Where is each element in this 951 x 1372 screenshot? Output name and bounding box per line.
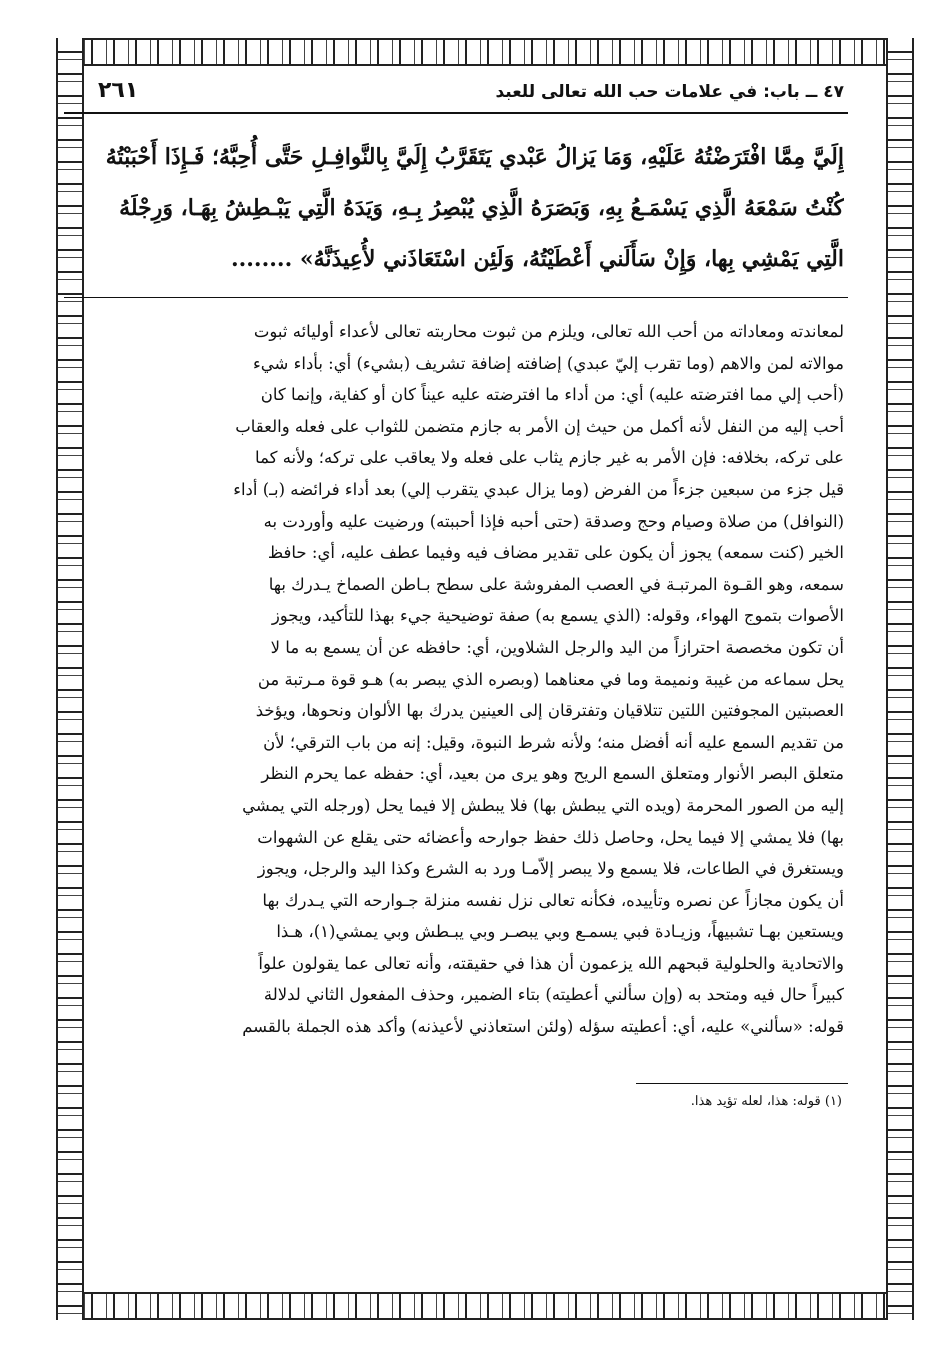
commentary-line: يحل سماعه من غيبة ونميمة وما في معناهما (وبصره الذي يبصر به) هـو قوة مـرتبة من	[257, 669, 844, 689]
hadith-line: الَّتِي يَمْشِي بِها، وَإِنْ سَأَلَني أَعْطَيْتُهُ، وَلَئِن اسْتَعَاذَني لأُعِيذَنَّهُ» ........	[230, 246, 844, 272]
page-content	[64, 76, 848, 1112]
commentary-line: سمعه، وهو القـوة المرتبـة في العصب المفروشة على سطح بـاطن الصماخ يـدرك بها	[268, 574, 844, 594]
commentary-line: قيل جزء من سبعين جزءاً من الفرض (وما يزال عبدي يتقرب إلي) بعد أداء فرائضه (بـ) أداء	[233, 479, 844, 499]
commentary-line: موالاته لمن والاهم (وما تقرب إليّ عبدي) إضافته إضافة تشريف (بشيء) أي: بأداء شيء	[253, 353, 844, 373]
commentary-line: لمعاندته ومعاداته من أحب الله تعالى، ويلزم من ثبوت محاربته تعالى لأعداء أوليائه ثبوت	[253, 322, 844, 341]
commentary-line: قوله: «سألني» عليه، أي: أعطيته سؤله (ولئن استعاذني لأعيذنه) وأكد هذه الجملة بالقسم	[242, 1017, 844, 1037]
commentary-line: أن تكون مخصصة احترازاً من اليد والرجل الشلاوين، أي: حافظه عن أن يسمع به ما لا	[270, 637, 844, 657]
commentary-line: (النوافل) من صلاة وصيام وحج وصدقة (حتى أحبه فإذا أحببته) ورضيت عليه وأوردت به	[263, 511, 844, 531]
ornamental-border-right	[886, 38, 914, 1320]
commentary-line: الأصوات بتموج الهواء، وقوله: (الذي يسمع به) صفة توضيحية جيء بهذا للتأكيد، ويجوز	[271, 606, 844, 626]
commentary-line: أحب إليه من النفل لأنه أكمل من حيث إن الأمر به جازم متضمن للثواب على فعله والعقاب	[235, 416, 844, 436]
ornamental-border-bottom	[56, 1292, 914, 1320]
chapter-title: ٤٧ ــ باب: في علامات حب الله تعالى للعبد	[495, 82, 844, 102]
commentary-line: بها) فلا يمشي إلا فيما يحل، وحاصل ذلك حفظ جوارحه وأعضائه حتى يقلع عن الشهوات	[257, 827, 844, 847]
commentary-line: والاتحادية والحلولية قبحهم الله يزعمون أن هذا في حقيقته، وأنه تعالى عما يقولون علواً	[258, 953, 844, 973]
commentary-line: ويستغرق في الطاعات، فلا يسمع ولا يبصر إلاّمـا ورد به الشرع وكذا اليد والرجل، ويجوز	[257, 859, 844, 879]
hadith-line: كُنْتُ سَمْعَهُ الَّذِي يَسْمَـعُ بِهِ، وَبَصَرَهُ الَّذِي يُبْصِرُ بِـهِ، وَيَدَهُ الَّتِي يَبْـطِشُ بِهَـا، وَرِجْلَهُ	[119, 195, 844, 221]
commentary-line: الخير (كنت سمعه) يجوز أن يكون على تقدير مضاف فيه وفيما عطف عليه، أي: حافظ	[267, 543, 844, 563]
commentary-line: ويستعين بهـا تشبيهاً، وزيـادة فبي يسمـع وبي يبصـر وبي يبـطش وبي يمشي(١)، هـذا	[276, 922, 844, 942]
ornamental-border-top	[56, 38, 914, 66]
running-header	[64, 76, 848, 114]
commentary-line: العصبتين المجوفتين اللتين تتلاقيان وتفترقان إلى العينين يدرك بها الألوان ونحوها، ويؤخذ	[255, 701, 844, 721]
footnote: (١) قوله: هذا، لعله تؤيد هذا.	[690, 1093, 842, 1109]
commentary-text	[64, 316, 848, 1043]
commentary-line: إليه من الصور المحرمة (ويده التي يبطش بها) فلا يبطش إلا فيما يحل (ورجله التي يمشي	[242, 795, 844, 815]
commentary-line: كبيراً حال فيه ومتحد به (وإن سألني أعطيته) بتاء الضمير، وحذف المفعول الثاني لدلالة	[263, 985, 844, 1005]
section-divider	[64, 297, 848, 298]
commentary-line: متعلق البصر الأنوار ومتعلق السمع الريح وهو يرى من بعيد، أي: حفظه عما يحرم النظر	[261, 764, 844, 784]
commentary-line: على تركه، بخلافه: فإن الأمر به غير جازم يثاب على فعله ولا يعاقب على تركه؛ ولأنه كما	[255, 448, 844, 468]
commentary-line: أن يكون مجازاً عن نصره وتأييده، فكأنه تعالى نزل نفسه منزلة جـوارحه التي يـدرك بها	[262, 890, 844, 910]
footnote-rule	[636, 1083, 848, 1084]
hadith-text	[64, 132, 848, 285]
hadith-line: إِلَيَّ مِمَّا افْتَرَضْتُهُ عَلَيْهِ، وَمَا يَزالُ عَبْدي يَتَقَرَّبُ إِلَيَّ بِالنَّوافِـلِ حَتَّى أُحِبَّهُ؛ فَـإِذَا أَحْبَبْتُهُ	[105, 144, 844, 170]
commentary-line: (أحب إلي مما افترضته عليه) أي: من أداء ما افترضته عليه عيناً كان أو كفاية، وإنما كان	[260, 385, 844, 405]
page-number: ٢٦١	[98, 78, 139, 103]
commentary-line: من تقديم السمع عليه أنه أفضل منه؛ ولأنه شرط النبوة، وقيل: إنه من باب الترقي؛ لأن	[263, 732, 844, 752]
